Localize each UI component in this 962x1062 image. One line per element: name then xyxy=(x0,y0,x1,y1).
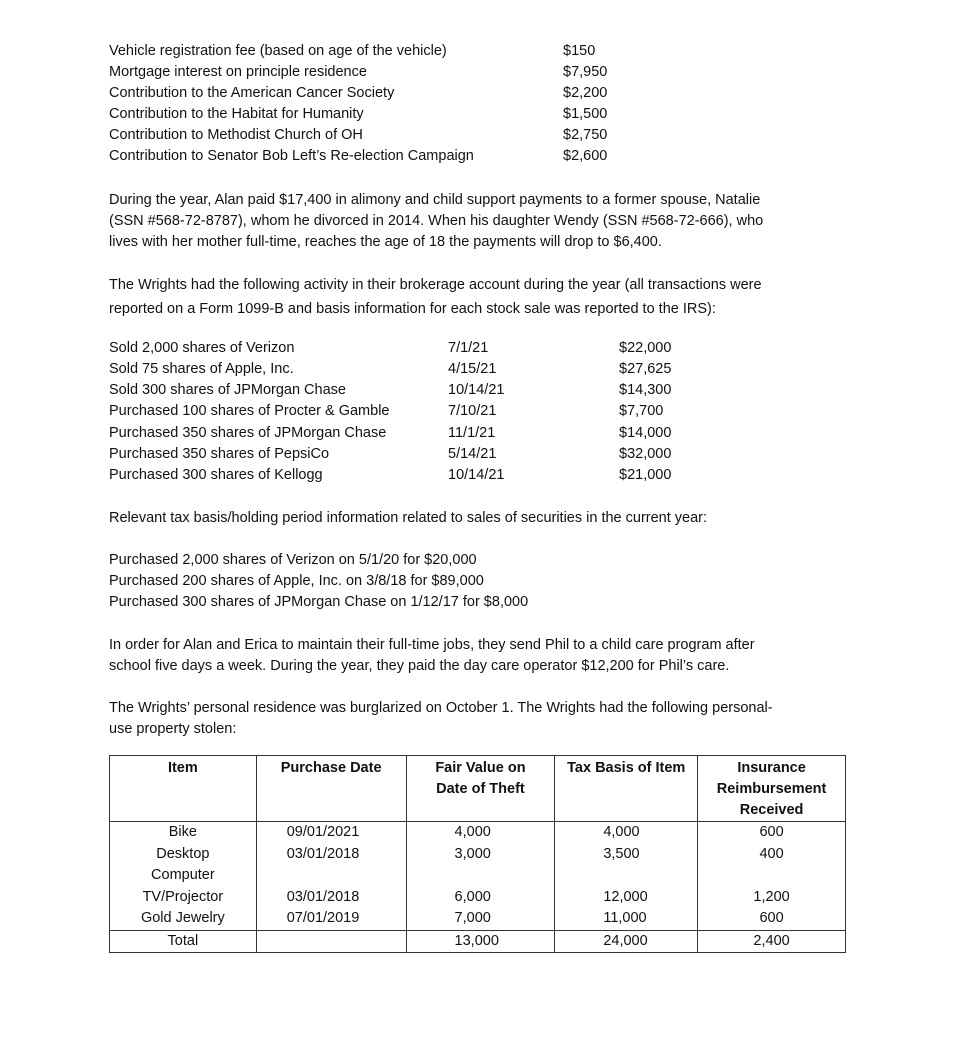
expense-label: Contribution to Senator Bob Left’s Re-election Campaign xyxy=(109,148,474,164)
paragraph-line: lives with her mother full-time, reaches the age of 18 the payments will drop to $6,400. xyxy=(109,234,662,250)
transaction-desc: Sold 75 shares of Apple, Inc. xyxy=(109,361,294,377)
table-total-row xyxy=(110,930,846,953)
purchase-date-cell: 09/01/2021 03/01/2018 03/01/2018 07/01/2019 xyxy=(256,822,406,931)
expense-label: Contribution to the Habitat for Humanity xyxy=(109,106,364,122)
basis-list xyxy=(109,550,849,613)
transaction-date: 11/1/21 xyxy=(448,425,496,441)
insurance-cell: 600 400 1,200 600 xyxy=(698,822,846,931)
paragraph-line: school five days a week. During the year, they paid the day care operator $12,200 for Phil’s care. xyxy=(109,658,730,674)
transaction-desc: Purchased 350 shares of JPMorgan Chase xyxy=(109,425,387,441)
total-fair-value: 13,000 xyxy=(406,930,555,953)
transaction-date: 7/10/21 xyxy=(448,403,497,419)
transaction-amount: $14,000 xyxy=(619,425,672,441)
header-item: Item xyxy=(110,756,257,822)
basis-intro: Relevant tax basis/holding period information related to sales of securities in the current year: xyxy=(109,510,708,526)
brokerage-intro xyxy=(109,273,849,321)
transaction-date: 5/14/21 xyxy=(448,446,497,462)
expense-amount: $2,600 xyxy=(563,148,608,164)
transaction-desc: Purchased 100 shares of Procter & Gamble xyxy=(109,403,390,419)
expense-label: Contribution to the American Cancer Society xyxy=(109,85,395,101)
expense-amount: $2,750 xyxy=(563,127,608,143)
expense-amount: $2,200 xyxy=(563,85,608,101)
transaction-desc: Sold 2,000 shares of Verizon xyxy=(109,340,295,356)
header-fair-value: Fair Value on Date of Theft xyxy=(406,756,555,822)
table-header-row xyxy=(110,756,846,822)
tax-basis-cell: 4,000 3,500 12,000 11,000 xyxy=(555,822,698,931)
basis-line: Purchased 2,000 shares of Verizon on 5/1/20 for $20,000 xyxy=(109,552,477,568)
expense-label: Mortgage interest on principle residence xyxy=(109,64,367,80)
fair-value-cell: 4,000 3,000 6,000 7,000 xyxy=(406,822,555,931)
table-body-row xyxy=(110,822,846,931)
expense-label: Contribution to Methodist Church of OH xyxy=(109,127,363,143)
transaction-amount: $22,000 xyxy=(619,340,672,356)
transaction-desc: Purchased 300 shares of Kellogg xyxy=(109,467,323,483)
expense-amount: $7,950 xyxy=(563,64,608,80)
transaction-date: 10/14/21 xyxy=(448,467,505,483)
childcare-paragraph xyxy=(109,635,849,677)
header-purchase-date: Purchase Date xyxy=(256,756,406,822)
alimony-paragraph xyxy=(109,190,849,253)
basis-line: Purchased 300 shares of JPMorgan Chase on 1/12/17 for $8,000 xyxy=(109,594,529,610)
paragraph-line: During the year, Alan paid $17,400 in alimony and child support payments to a former spouse, Natalie xyxy=(109,192,761,208)
transaction-amount: $14,300 xyxy=(619,382,672,398)
stolen-property-table xyxy=(109,755,846,953)
header-insurance: Insurance Reimbursement Received xyxy=(698,756,846,822)
burglary-paragraph xyxy=(109,698,849,740)
total-insurance: 2,400 xyxy=(698,930,846,953)
item-cell: Bike Desktop Computer TV/Projector Gold Jewelry xyxy=(110,822,257,931)
paragraph-line: In order for Alan and Erica to maintain their full-time jobs, they send Phil to a child care program after xyxy=(109,637,755,653)
transaction-date: 10/14/21 xyxy=(448,382,505,398)
transaction-amount: $21,000 xyxy=(619,467,672,483)
transaction-desc: Purchased 350 shares of PepsiCo xyxy=(109,446,330,462)
total-tax-basis: 24,000 xyxy=(555,930,698,953)
paragraph-line: reported on a Form 1099-B and basis information for each stock sale was reported to the IRS): xyxy=(109,301,716,317)
transaction-amount: $27,625 xyxy=(619,361,672,377)
header-tax-basis: Tax Basis of Item xyxy=(555,756,698,822)
paragraph-line: (SSN #568-72-8787), whom he divorced in 2014. When his daughter Wendy (SSN #568-72-666), who xyxy=(109,213,764,229)
transaction-date: 7/1/21 xyxy=(448,340,489,356)
transaction-amount: $32,000 xyxy=(619,446,672,462)
paragraph-line: The Wrights’ personal residence was burglarized on October 1. The Wrights had the following personal- xyxy=(109,700,773,716)
transaction-desc: Sold 300 shares of JPMorgan Chase xyxy=(109,382,346,398)
expense-label: Vehicle registration fee (based on age of the vehicle) xyxy=(109,43,447,59)
total-label: Total xyxy=(110,930,257,953)
paragraph-line: The Wrights had the following activity in their brokerage account during the year (all transactions were xyxy=(109,277,762,293)
paragraph-line: use property stolen: xyxy=(109,721,237,737)
expense-amount: $1,500 xyxy=(563,106,608,122)
transaction-date: 4/15/21 xyxy=(448,361,497,377)
expense-amount: $150 xyxy=(563,43,596,59)
total-purchase-date xyxy=(256,930,406,953)
basis-line: Purchased 200 shares of Apple, Inc. on 3/8/18 for $89,000 xyxy=(109,573,484,589)
transaction-amount: $7,700 xyxy=(619,403,664,419)
